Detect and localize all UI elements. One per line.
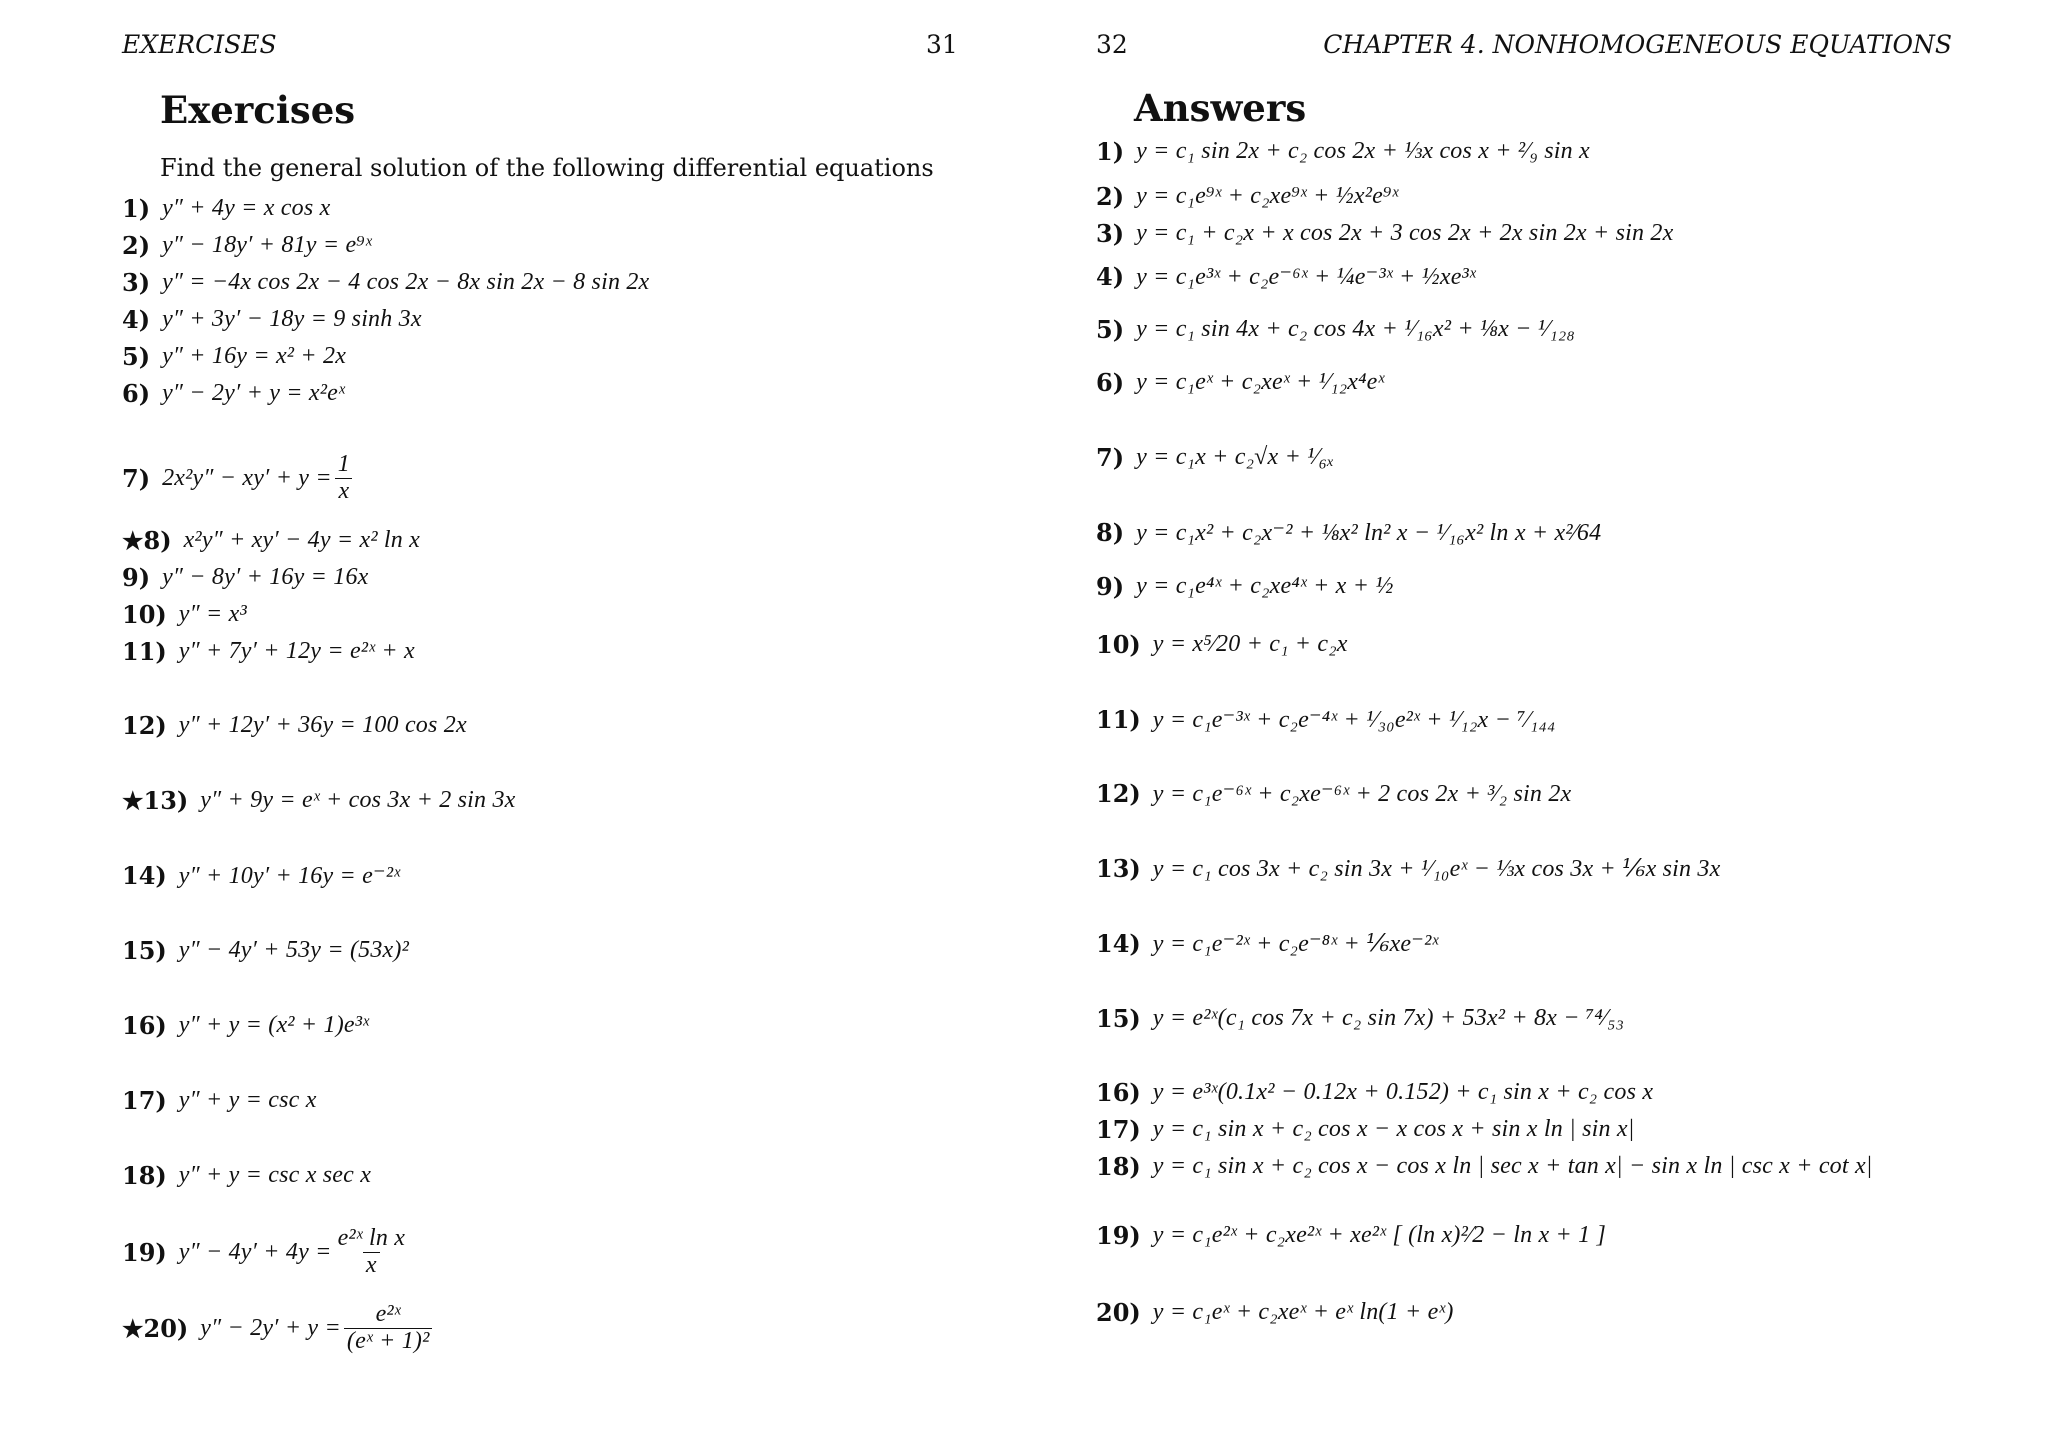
fraction: $\frac{\text{e²ˣ ln x}}{x}$ [337,1225,406,1278]
answer-item [1096,1292,1454,1332]
answer-equation: y = c₁e²ˣ + c₂xe²ˣ + xe²ˣ [ (ln x)²⁄2 − ln x + 1 ] [1152,1221,1607,1248]
answer-number: 19) [1096,1220,1141,1250]
answer-equation: y = c₁ sin x + c₂ cos x − cos x ln | sec x + tan x| − sin x ln | csc x + cot x| [1152,1152,1873,1179]
answer-item [1096,848,1720,888]
answer-number: 7) [1096,442,1125,472]
exercise-number: 7) [122,463,151,493]
answer-item [1096,923,1439,963]
exercise-item [122,930,409,970]
answer-item [1096,512,1601,552]
exercise-equation: y″ = x³ [178,600,247,627]
answer-number: 6) [1096,367,1125,397]
answer-item [1096,1072,1653,1112]
answer-number: 17) [1096,1114,1141,1144]
exercise-item [122,1222,411,1282]
answer-equation: y = c₁x² + c₂x⁻² + ⅛x² ln² x − ¹⁄₁₆x² ln x + x²⁄64 [1136,519,1602,546]
answer-item [1096,1146,1873,1186]
exercise-number: 4) [122,304,151,334]
exercise-item [122,1298,435,1358]
answer-equation: y = c₁x + c₂√x + ¹⁄₆ₓ [1136,443,1335,470]
fraction: $\frac{1}{x}$ [335,452,353,503]
exercise-equation: 2x²y″ − xy′ + y = [162,464,332,491]
exercise-item [122,336,346,376]
exercise-equation: y″ + y = csc x [178,1086,317,1113]
answer-number: 1) [1096,136,1125,166]
exercise-equation: y″ + 16y = x² + 2x [162,342,347,369]
exercise-number: 2) [122,230,151,260]
exercise-equation: y″ + y = (x² + 1)e³ˣ [178,1011,370,1038]
exercise-equation: y″ − 8y′ + 16y = 16x [162,563,369,590]
answer-item [1096,437,1334,477]
exercise-number: 10) [122,599,167,629]
exercise-equation: y″ = −4x cos 2x − 4 cos 2x − 8x sin 2x − 8 sin 2x [162,268,650,295]
exercise-number: 12) [122,710,167,740]
exercise-number: 19) [122,1237,167,1267]
answer-equation: y = c₁ sin 2x + c₂ cos 2x + ⅓x cos x + ²⁄₉ sin x [1136,137,1590,164]
answer-equation: y = c₁e⁴ˣ + c₂xe⁴ˣ + x + ½ [1136,572,1394,599]
exercise-number: ★8) [122,525,172,555]
exercise-number: 14) [122,860,167,890]
answer-item [1096,131,1590,171]
exercise-equation: y″ + 10y′ + 16y = e⁻²ˣ [178,862,401,889]
exercise-item [122,299,422,339]
exercise-item [122,631,415,671]
exercise-equation: y″ + 3y′ − 18y = 9 sinh 3x [162,305,422,332]
running-head-right: CHAPTER 4. NONHOMOGENEOUS EQUATIONS [1323,30,1952,59]
exercise-item [122,557,369,597]
answer-equation: y = e²ˣ(c₁ cos 7x + c₂ sin 7x) + 53x² + 8x − ⁷⁴⁄₅₃ [1152,1004,1625,1031]
exercise-equation: y″ − 4y′ + 4y = [178,1238,332,1265]
answer-item [1096,566,1394,606]
answer-item [1096,699,1556,739]
answers-heading: Answers [1134,86,1307,130]
exercise-item [122,225,372,265]
exercise-item [122,1080,317,1120]
exercise-number: 16) [122,1010,167,1040]
exercise-number: 5) [122,341,151,371]
exercise-item [122,448,356,508]
answer-equation: y = c₁e³ˣ + c₂e⁻⁶ˣ + ¼e⁻³ˣ + ½xe³ˣ [1136,263,1476,290]
answer-item [1096,773,1571,813]
answer-equation: y = c₁ cos 3x + c₂ sin 3x + ¹⁄₁₀eˣ − ⅓x cos 3x + ⅙x sin 3x [1152,855,1721,882]
answer-item [1096,176,1399,216]
answer-equation: y = c₁e⁻⁶ˣ + c₂xe⁻⁶ˣ + 2 cos 2x + ³⁄₂ sin 2x [1152,780,1572,807]
exercise-item [122,262,649,302]
exercise-equation: y″ − 4y′ + 53y = (53x)² [178,936,409,963]
exercise-item [122,855,400,895]
page-number-left: 31 [926,30,958,59]
exercise-equation: y″ − 18y′ + 81y = e⁹ˣ [162,231,372,258]
exercise-equation: y″ + 9y = eˣ + cos 3x + 2 sin 3x [200,786,516,813]
answer-equation: y = c₁ sin x + c₂ cos x − x cos x + sin x ln | sin x| [1152,1115,1635,1142]
answer-equation: y = c₁ + c₂x + x cos 2x + 3 cos 2x + 2x sin 2x + sin 2x [1136,219,1674,246]
answer-number: 13) [1096,853,1141,883]
answer-item [1096,213,1673,253]
answer-item [1096,256,1476,296]
answer-item [1096,362,1385,402]
exercise-equation: y″ − 2y′ + y = x²eˣ [162,379,345,406]
answer-number: 8) [1096,517,1125,547]
answer-item [1096,309,1575,349]
answer-number: 2) [1096,181,1125,211]
exercise-equation: x²y″ + xy′ − 4y = x² ln x [183,526,421,553]
exercise-number: 18) [122,1160,167,1190]
answer-number: 12) [1096,778,1141,808]
exercise-number: 3) [122,267,151,297]
exercise-equation: y″ + y = csc x sec x [178,1161,372,1188]
answer-number: 4) [1096,261,1125,291]
exercise-item [122,594,247,634]
exercise-equation: y″ + 7y′ + 12y = e²ˣ + x [178,637,415,664]
exercise-item [122,1155,371,1195]
exercises-heading: Exercises [160,88,356,132]
answer-number: 3) [1096,218,1125,248]
answer-item [1096,624,1348,664]
exercise-number: 6) [122,378,151,408]
answer-equation: y = e³ˣ(0.1x² − 0.12x + 0.152) + c₁ sin x + c₂ cos x [1152,1078,1654,1105]
exercise-item [122,780,516,820]
page-number-right: 32 [1096,30,1128,59]
exercise-number: 15) [122,935,167,965]
exercise-number: 17) [122,1085,167,1115]
answer-number: 9) [1096,571,1125,601]
answer-item [1096,1109,1635,1149]
exercises-intro: Find the general solution of the following differential equations [160,154,934,182]
answer-equation: y = c₁ sin 4x + c₂ cos 4x + ¹⁄₁₆x² + ⅛x − ¹⁄₁₂₈ [1136,315,1576,342]
exercise-number: ★20) [122,1313,189,1343]
answer-number: 14) [1096,928,1141,958]
fraction: $\frac{\text{e²ˣ}}{\text{(eˣ + 1)²}}$ [344,1302,433,1353]
exercise-number: 9) [122,562,151,592]
answer-equation: y = x⁵⁄20 + c₁ + c₂x [1152,630,1348,657]
exercise-item [122,520,420,560]
exercise-item [122,705,467,745]
answer-number: 18) [1096,1151,1141,1181]
exercise-equation: y″ + 4y = x cos x [162,194,331,221]
answer-number: 16) [1096,1077,1141,1107]
exercise-item [122,1005,369,1045]
exercise-equation: y″ + 12y′ + 36y = 100 cos 2x [178,711,467,738]
answer-number: 10) [1096,629,1141,659]
exercise-item [122,188,330,228]
running-head-left: EXERCISES [122,30,277,59]
answer-equation: y = c₁eˣ + c₂xeˣ + eˣ ln(1 + eˣ) [1152,1298,1454,1325]
right-page [1024,0,2048,1448]
answer-item [1096,998,1624,1038]
exercise-item [122,373,345,413]
answer-number: 11) [1096,704,1141,734]
exercise-number: 11) [122,636,167,666]
answer-number: 20) [1096,1297,1141,1327]
answer-number: 15) [1096,1003,1141,1033]
exercise-number: ★13) [122,785,189,815]
answer-equation: y = c₁eˣ + c₂xeˣ + ¹⁄₁₂x⁴eˣ [1136,368,1385,395]
exercise-number: 1) [122,193,151,223]
answer-equation: y = c₁e⁻³ˣ + c₂e⁻⁴ˣ + ¹⁄₃₀e²ˣ + ¹⁄₁₂x − ⁷⁄₁₄₄ [1152,706,1556,733]
exercise-equation: y″ − 2y′ + y = [200,1314,341,1341]
answer-equation: y = c₁e⁻²ˣ + c₂e⁻⁸ˣ + ⅙xe⁻²ˣ [1152,930,1439,957]
answer-item [1096,1215,1606,1255]
answer-equation: y = c₁e⁹ˣ + c₂xe⁹ˣ + ½x²e⁹ˣ [1136,182,1399,209]
answer-number: 5) [1096,314,1125,344]
